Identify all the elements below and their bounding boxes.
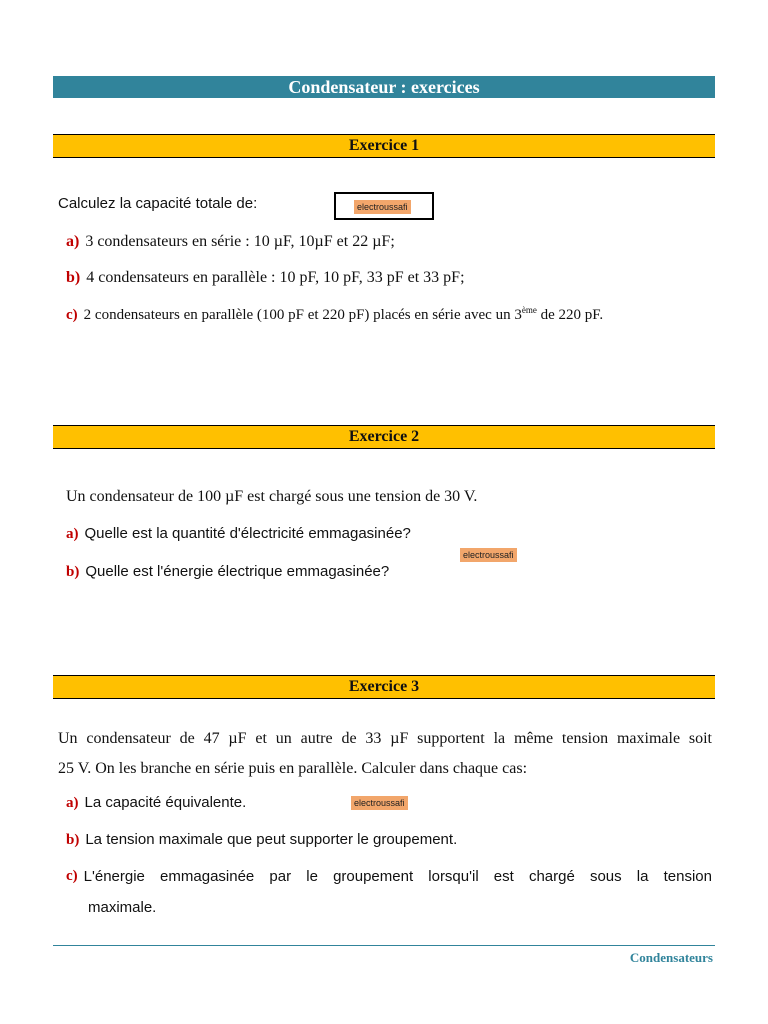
exercise-1-heading: Exercice 1	[53, 134, 715, 158]
exercise-1-item-b	[66, 269, 465, 287]
exercise-2-heading: Exercice 2	[53, 425, 715, 449]
exercise-3-intro-line-2: 25 V. On les branche en série puis en parallèle. Calculer dans chaque cas:	[58, 760, 528, 777]
watermark-stamp: electroussafi	[351, 796, 408, 810]
item-text: L'énergie emmagasinée par le groupement lorsqu'il est chargé sous la tension	[83, 868, 712, 885]
watermark-box	[334, 192, 434, 220]
exercise-3-item-c	[66, 868, 712, 885]
item-text: La tension maximale que peut supporter le groupement.	[85, 831, 458, 848]
item-label: b)	[66, 832, 80, 848]
item-text-end: de 220 pF.	[536, 307, 604, 323]
exercise-1-item-c	[66, 305, 603, 324]
item-label: a)	[66, 526, 79, 542]
exercise-2-item-a	[66, 525, 411, 543]
item-superscript: ème	[521, 305, 537, 315]
exercise-3-item-c-continued: maximale.	[88, 899, 157, 916]
item-label: b)	[66, 564, 80, 580]
footer-divider	[53, 945, 715, 946]
watermark-stamp: electroussafi	[460, 548, 517, 562]
footer-label: Condensateurs	[629, 950, 713, 965]
item-text: Quelle est la quantité d'électricité emmagasinée?	[84, 525, 411, 542]
exercise-2-item-b	[66, 563, 389, 581]
item-text: 2 condensateurs en parallèle (100 pF et 220 pF) placés en série avec un 3	[83, 307, 522, 323]
item-text: 4 condensateurs en parallèle : 10 pF, 10 pF, 33 pF et 33 pF;	[86, 269, 465, 286]
item-label: c)	[66, 868, 78, 884]
item-label: c)	[66, 307, 78, 323]
exercise-1-item-a	[66, 233, 395, 251]
item-text: 3 condensateurs en série : 10 µF, 10µF et 22 µF;	[85, 233, 395, 250]
item-text: La capacité équivalente.	[84, 794, 247, 811]
item-label: a)	[66, 795, 79, 811]
exercise-1-intro: Calculez la capacité totale de:	[58, 195, 258, 212]
watermark-stamp: electroussafi	[354, 200, 411, 214]
item-label: b)	[66, 269, 81, 286]
item-text: Quelle est l'énergie électrique emmagasinée?	[85, 563, 390, 580]
exercise-3-item-a	[66, 794, 246, 812]
item-label: a)	[66, 233, 80, 250]
exercise-3-intro-line-1: Un condensateur de 47 µF et un autre de 33 µF supportent la même tension maximale soit	[58, 730, 712, 747]
exercise-2-intro: Un condensateur de 100 µF est chargé sous une tension de 30 V.	[66, 488, 478, 505]
exercise-3-heading: Exercice 3	[53, 675, 715, 699]
page-title: Condensateur : exercices	[53, 76, 715, 98]
exercise-3-item-b	[66, 831, 457, 849]
